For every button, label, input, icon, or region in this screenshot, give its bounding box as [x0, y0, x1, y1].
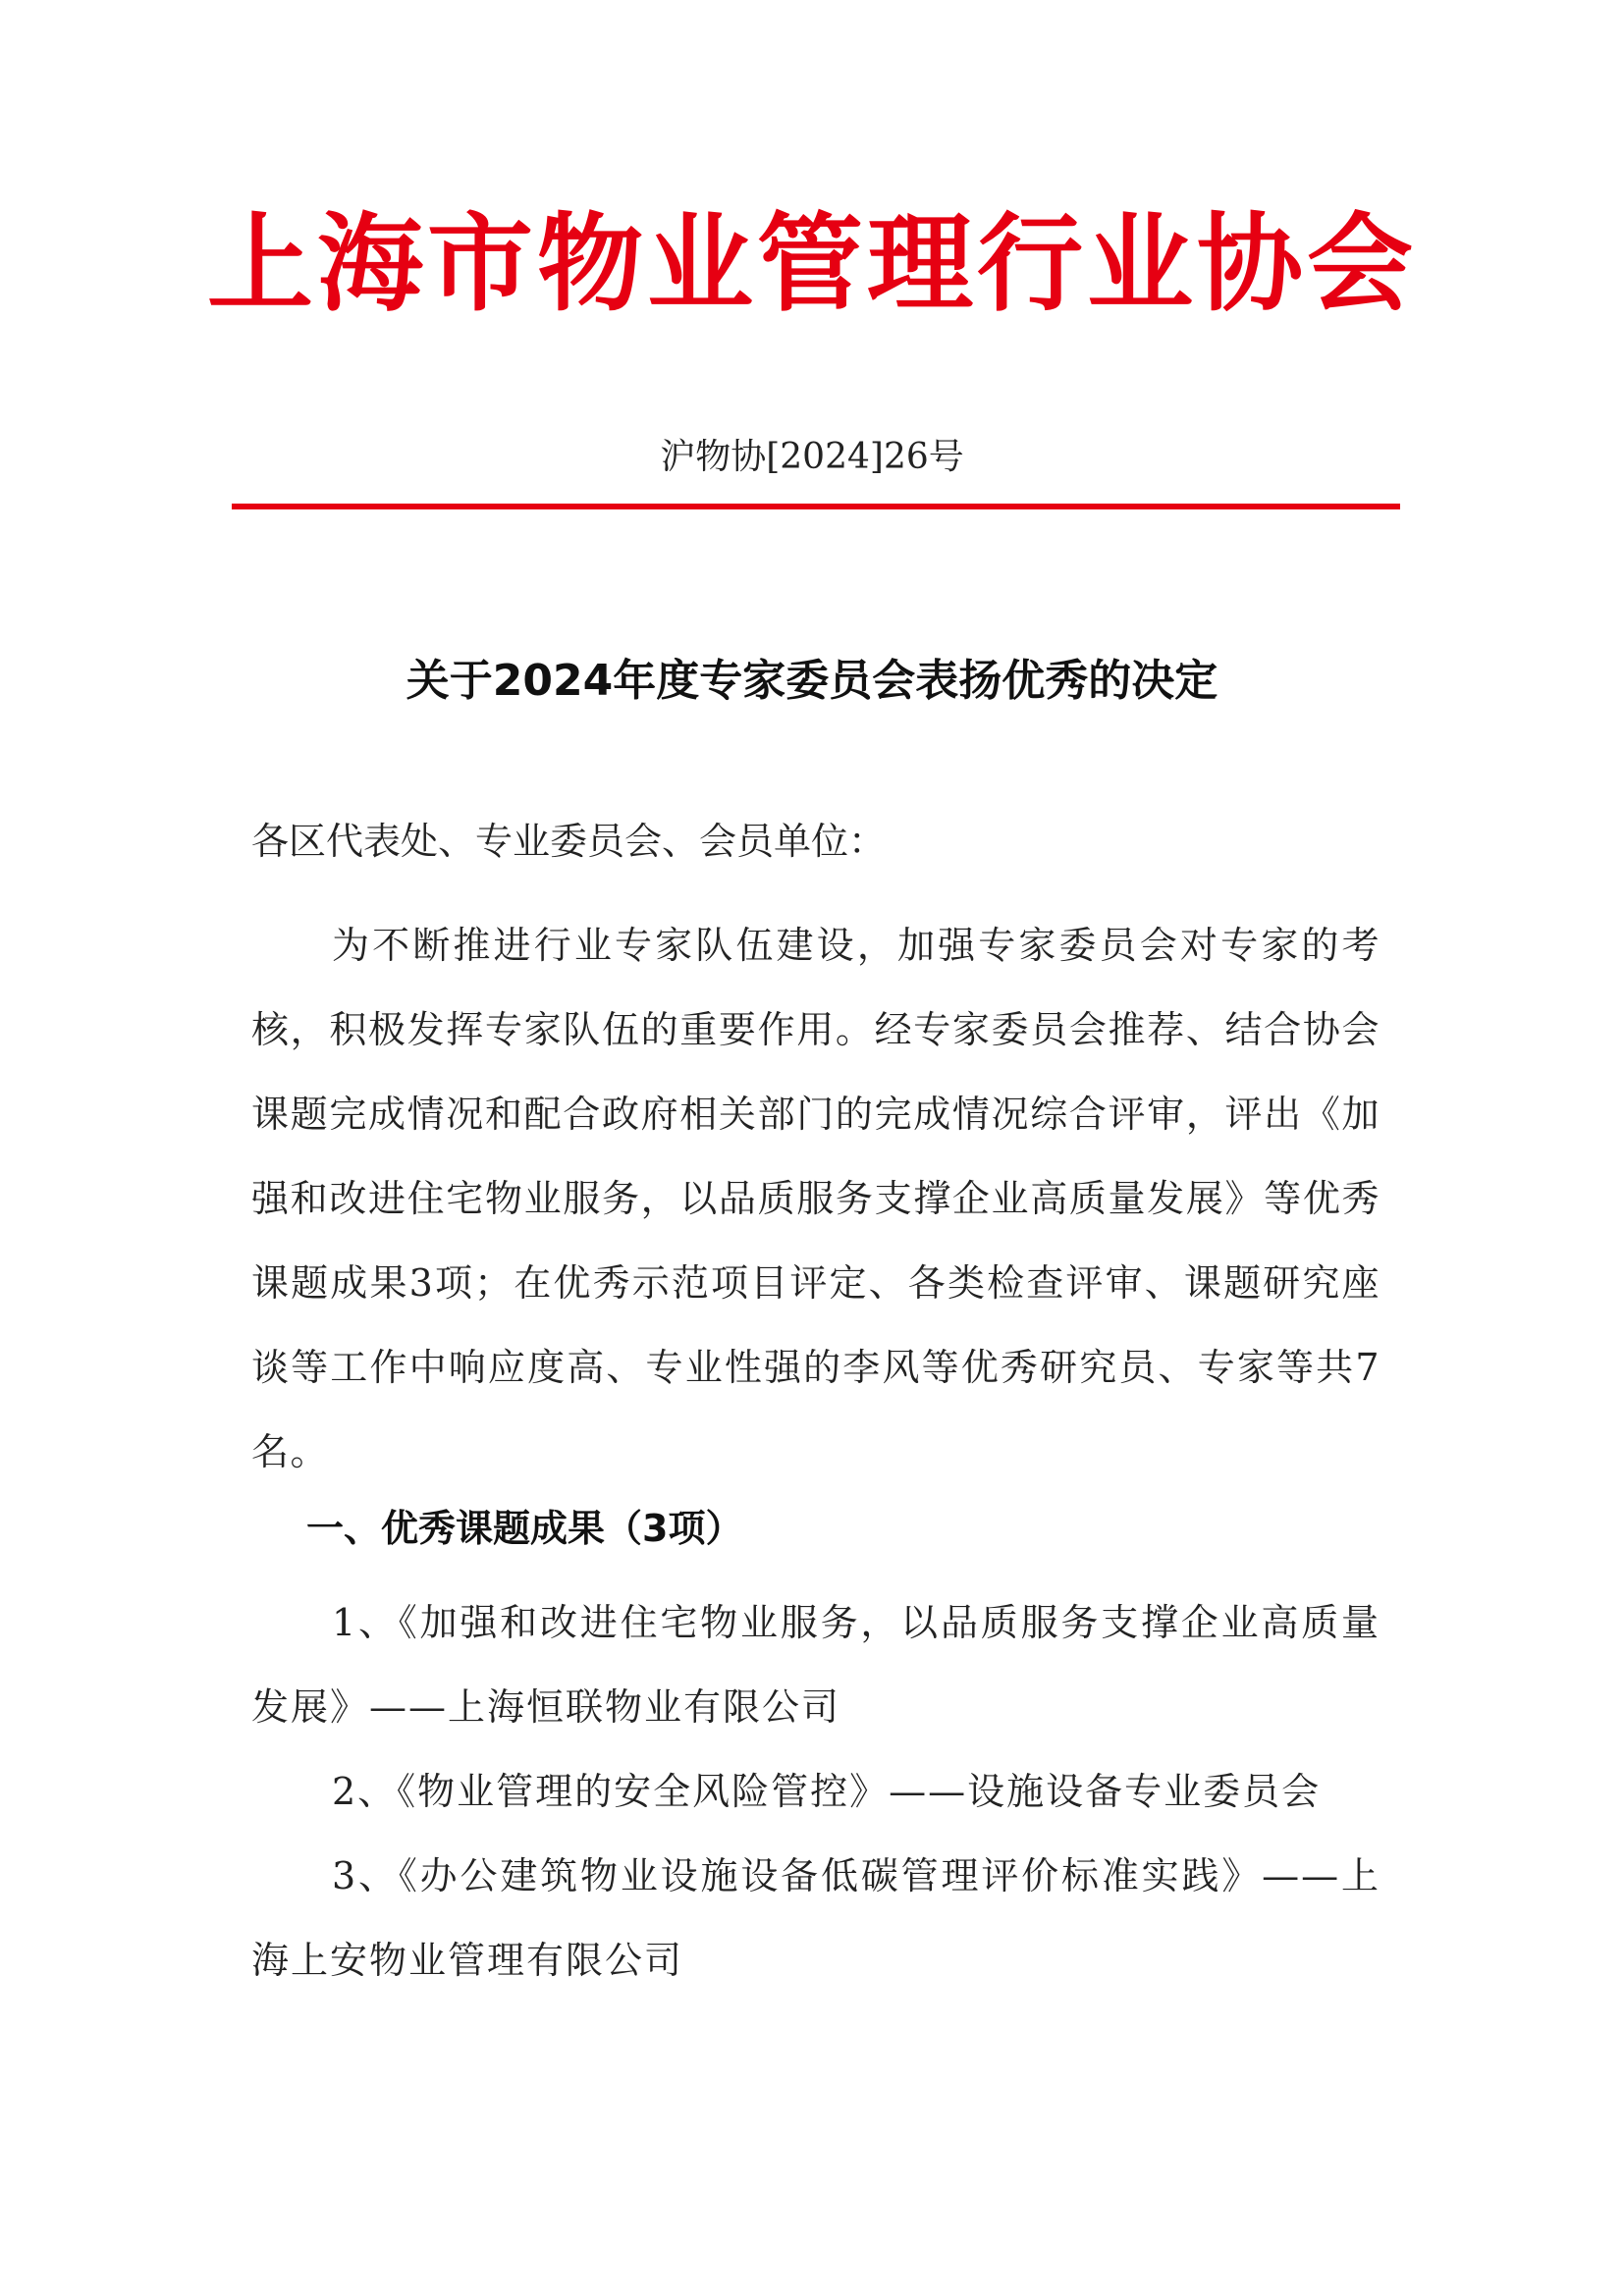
- award-list-item: 3、《办公建筑物业设施设备低碳管理评价标准实践》——上海上安物业管理有限公司: [251, 1854, 1380, 1982]
- red-divider-rule: [232, 504, 1400, 509]
- body-paragraph: 为不断推进行业专家队伍建设，加强专家委员会对专家的考核，积极发挥专家队伍的重要作用。经专家委员会推荐、结合协会课题完成情况和配合政府相关部门的完成情况综合评审，评出《加强和改进住宅物业服务，以品质服务支撑企业高质量发展》等优秀课题成果3项；在优秀示范项目评定、各类检查评审、课题研究座谈等工作中响应度高、专业性强的李风等优秀研究员、专家等共7名。: [251, 924, 1380, 1473]
- organization-letterhead-title: 上海市物业管理行业协会: [206, 202, 1417, 326]
- award-list-item: 1、《加强和改进住宅物业服务，以品质服务支撑企业高质量发展》——上海恒联物业有限公司: [251, 1601, 1380, 1729]
- salutation: 各区代表处、专业委员会、会员单位：: [251, 820, 887, 863]
- award-list-item: 2、《物业管理的安全风险管控》——设施设备专业委员会: [332, 1770, 1322, 1813]
- award-list: [251, 1580, 1380, 2002]
- section-heading: 一、优秀课题成果（3项）: [306, 1507, 743, 1550]
- document-title: 关于2024年度专家委员会表扬优秀的决定: [406, 656, 1218, 706]
- document-number: 沪物协[2024]26号: [660, 437, 964, 477]
